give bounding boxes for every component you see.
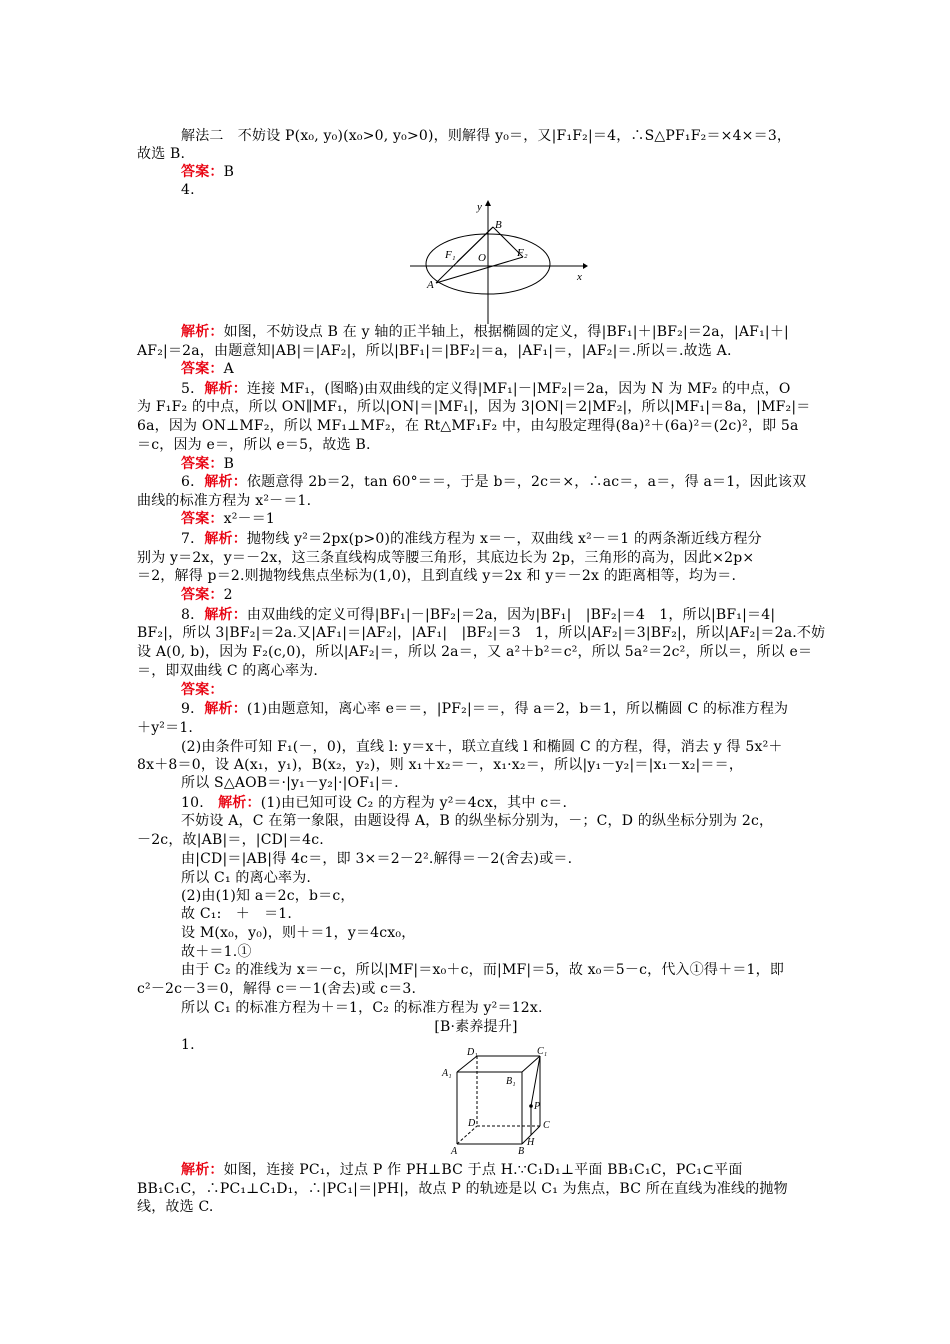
analysis-text: (1)由已知可设 C₂ 的方程为 y²＝4cx，其中 c＝. xyxy=(260,795,568,811)
text-line: BF₂|，所以 3|BF₂|＝2a.又|AF₁|＝|AF₂|，|AF₁| |BF₂|＝3 1，所以|AF₂|＝3|BF₂|，所以|AF₂|＝2a.不妨 xyxy=(137,625,826,641)
text-line: 不妨设 A，C 在第一象限，由题设得 A，B 的纵坐标分别为，－；C，D 的纵坐标分别为 2c， xyxy=(181,813,774,829)
analysis-text: 如图，不妨设点 B 在 y 轴的正半轴上，根据椭圆的定义，得|BF₁|＋|BF₂|＝2a，|AF₁|＋| xyxy=(223,324,789,340)
analysis-label: 解析： xyxy=(204,531,247,547)
analysis-label: 解析： xyxy=(204,701,247,717)
text-line: 故选 B. xyxy=(137,146,186,162)
problem-number: 8． xyxy=(181,607,205,623)
text-line: 6a，因为 ON⊥MF₂，所以 MF₁⊥MF₂，在 Rt△MF₁F₂ 中，由勾股定理得(8a)²＋(6a)²＝(2c)²，即 5a xyxy=(137,418,799,434)
answer-label: 答案： xyxy=(181,456,224,472)
label-F1: F₁ xyxy=(445,249,456,261)
answer-value: B xyxy=(223,456,235,472)
label-y: y xyxy=(477,201,482,213)
text-line: ＝c，因为 e＝，所以 e＝5，故选 B. xyxy=(137,437,371,453)
text-line: 设 A(0, b)，因为 F₂(c,0)，所以|AF₂|＝，所以 2a＝，又 a²＋b²＝c²，所以 5a²＝2c²，所以＝，所以 e＝ xyxy=(137,644,813,660)
label-D1: D₁ xyxy=(467,1047,478,1058)
text-line: 为 F₁F₂ 的中点，所以 ON∥MF₁，所以|ON|＝|MF₁|，因为 3|ON|＝2|MF₂|，所以|MF₁|＝8a，|MF₂|＝ xyxy=(137,399,811,415)
label-C: C xyxy=(543,1120,550,1131)
text-line: 所以 C₁ 的离心率为. xyxy=(181,870,312,886)
analysis-text: 抛物线 y²＝2px(p>0)的准线方程为 x＝－，双曲线 x²－＝1 的两条渐近线方程分 xyxy=(246,531,762,547)
text-line: 曲线的标准方程为 x²－＝1. xyxy=(137,493,312,509)
ellipse-figure xyxy=(405,198,590,326)
answer-value: A xyxy=(223,361,234,377)
answer-label: 答案： xyxy=(181,511,224,527)
text-line: 故＋＝1.① xyxy=(181,944,252,960)
label-B: B xyxy=(518,1146,525,1157)
answer-label: 答案： xyxy=(181,587,224,603)
analysis-text: 由双曲线的定义可得|BF₁|－|BF₂|＝2a，因为|BF₁| |BF₂|＝4 1，所以|BF₁|＝4| xyxy=(246,607,776,623)
answer-label: 答案： xyxy=(181,164,224,180)
analysis-text: (1)由题意知，离心率 e＝＝，|PF₂|＝＝，得 a＝2，b＝1，所以椭圆 C 的标准方程为 xyxy=(246,701,789,717)
answer-line xyxy=(181,163,815,181)
analysis-line xyxy=(181,530,815,548)
label-A1: A₁ xyxy=(442,1068,452,1079)
text-line: (2)由(1)知 a＝2c，b＝c， xyxy=(181,888,355,904)
text-line: 由于 C₂ 的准线为 x＝－c，所以|MF|＝x₀＋c，而|MF|＝5，故 x₀＝5－c，代入①得＋＝1，即 xyxy=(181,962,785,978)
text-line: 4. xyxy=(181,182,195,198)
label-C1: C₁ xyxy=(537,1046,548,1057)
analysis-text: 连接 MF₁，(图略)由双曲线的定义得|MF₁|－|MF₂|＝2a，因为 N 为 MF₂ 的中点，O xyxy=(246,381,791,397)
text-line: ＋y²＝1. xyxy=(137,720,194,736)
label-B: B xyxy=(495,219,502,231)
text-line: ＝2，解得 p＝2.则抛物线焦点坐标为(1,0)，且到直线 y＝2x 和 y＝－2x 的距离相等，均为＝. xyxy=(137,568,737,584)
text-line: －2c，故|AB|＝，|CD|＝4c. xyxy=(137,832,324,848)
text-line: 故 C₁: ＋ ＝1. xyxy=(181,906,293,922)
label-P: P xyxy=(534,1101,541,1112)
analysis-line xyxy=(181,794,815,812)
analysis-line xyxy=(181,606,815,624)
text-line: c²－2c－3＝0，解得 c＝－1(舍去)或 c＝3. xyxy=(137,981,417,997)
label-O: O xyxy=(478,252,486,264)
answer-label: 答案： xyxy=(181,361,224,377)
analysis-text: 依题意得 2b＝2，tan 60°＝＝，于是 b＝，2c＝×，∴ac＝，a＝，得 a＝1，因此该双 xyxy=(246,474,807,490)
answer-line xyxy=(181,681,815,699)
answer-line xyxy=(181,510,815,528)
analysis-line xyxy=(181,380,815,398)
text-line: 1. xyxy=(181,1037,195,1053)
text-line: 设 M(x₀，y₀)，则＋＝1，y＝4cx₀， xyxy=(181,925,416,941)
analysis-line xyxy=(181,473,815,491)
analysis-text: 如图，连接 PC₁，过点 P 作 PH⊥BC 于点 H.∵C₁D₁⊥平面 BB₁C₁C，PC₁⊂平面 xyxy=(223,1162,743,1178)
text-line: BB₁C₁C，∴PC₁⊥C₁D₁，∴|PC₁|＝|PH|，故点 P 的轨迹是以 C₁ 为焦点，BC 所在直线为准线的抛物 xyxy=(137,1181,788,1197)
problem-number: 10. xyxy=(181,795,219,811)
cube-figure xyxy=(440,1046,560,1158)
label-B1: B₁ xyxy=(506,1076,516,1087)
analysis-label: 解析： xyxy=(204,381,247,397)
problem-number: 5． xyxy=(181,381,205,397)
text-line: (2)由条件可知 F₁(－，0)，直线 l: y＝x＋，联立直线 l 和椭圆 C 的方程，得，消去 y 得 5x²＋ xyxy=(181,739,783,755)
analysis-line xyxy=(181,700,815,718)
label-A: A xyxy=(451,1146,458,1157)
problem-number: 6． xyxy=(181,474,205,490)
problem-number: 9． xyxy=(181,701,205,717)
text-line: AF₂|＝2a，由题意知|AB|＝|AF₂|，所以|BF₁|＝|BF₂|＝a，|AF₁|＝，|AF₂|＝.所以＝.故选 A. xyxy=(137,343,732,359)
analysis-label: 解析： xyxy=(181,1162,224,1178)
label-x: x xyxy=(577,271,582,283)
answer-line xyxy=(181,586,815,604)
analysis-label: 解析： xyxy=(204,474,247,490)
text-line: 所以 S△AOB＝·|y₁－y₂|·|OF₁|＝. xyxy=(181,775,399,791)
label-A: A xyxy=(427,279,434,291)
problem-number: 7． xyxy=(181,531,205,547)
answer-line xyxy=(181,360,815,378)
text-line: 8x＋8＝0，设 A(x₁，y₁)，B(x₂，y₂)，则 x₁＋x₂＝－，x₁·x₂＝，所以|y₁－y₂|＝|x₁－x₂|＝＝， xyxy=(137,757,744,773)
answer-value: 2 xyxy=(223,587,233,603)
answer-value: x²－＝1 xyxy=(223,511,276,527)
section-heading: [B·素养提升] xyxy=(434,1019,518,1035)
analysis-label: 解析： xyxy=(218,795,261,811)
answer-value: B xyxy=(223,164,235,180)
answer-line xyxy=(181,455,815,473)
label-D: D xyxy=(468,1118,476,1129)
text-line: ＝，即双曲线 C 的离心率为. xyxy=(137,663,319,679)
analysis-label: 解析： xyxy=(204,607,247,623)
text-line: 所以 C₁ 的标准方程为＋＝1，C₂ 的标准方程为 y²＝12x. xyxy=(181,1000,543,1016)
text-line: 由|CD|＝|AB|得 4c＝，即 3×＝2－2².解得＝－2(舍去)或＝. xyxy=(181,851,573,867)
text-line: 别为 y＝2x，y＝－2x，这三条直线构成等腰三角形，其底边长为 2p，三角形的高为，因此×2p× xyxy=(137,550,755,566)
answer-label: 答案： xyxy=(181,682,224,698)
text-line: 解法二 不妨设 P(x₀, y₀)(x₀>0, y₀>0)，则解得 y₀＝，又|F₁F₂|＝4，∴S△PF₁F₂＝×4×＝3， xyxy=(181,128,792,144)
text-line: 线，故选 C. xyxy=(137,1199,214,1215)
analysis-line xyxy=(181,1161,815,1179)
analysis-label: 解析： xyxy=(181,324,224,340)
label-F2: F₂ xyxy=(517,247,528,259)
label-H: H xyxy=(527,1137,535,1148)
